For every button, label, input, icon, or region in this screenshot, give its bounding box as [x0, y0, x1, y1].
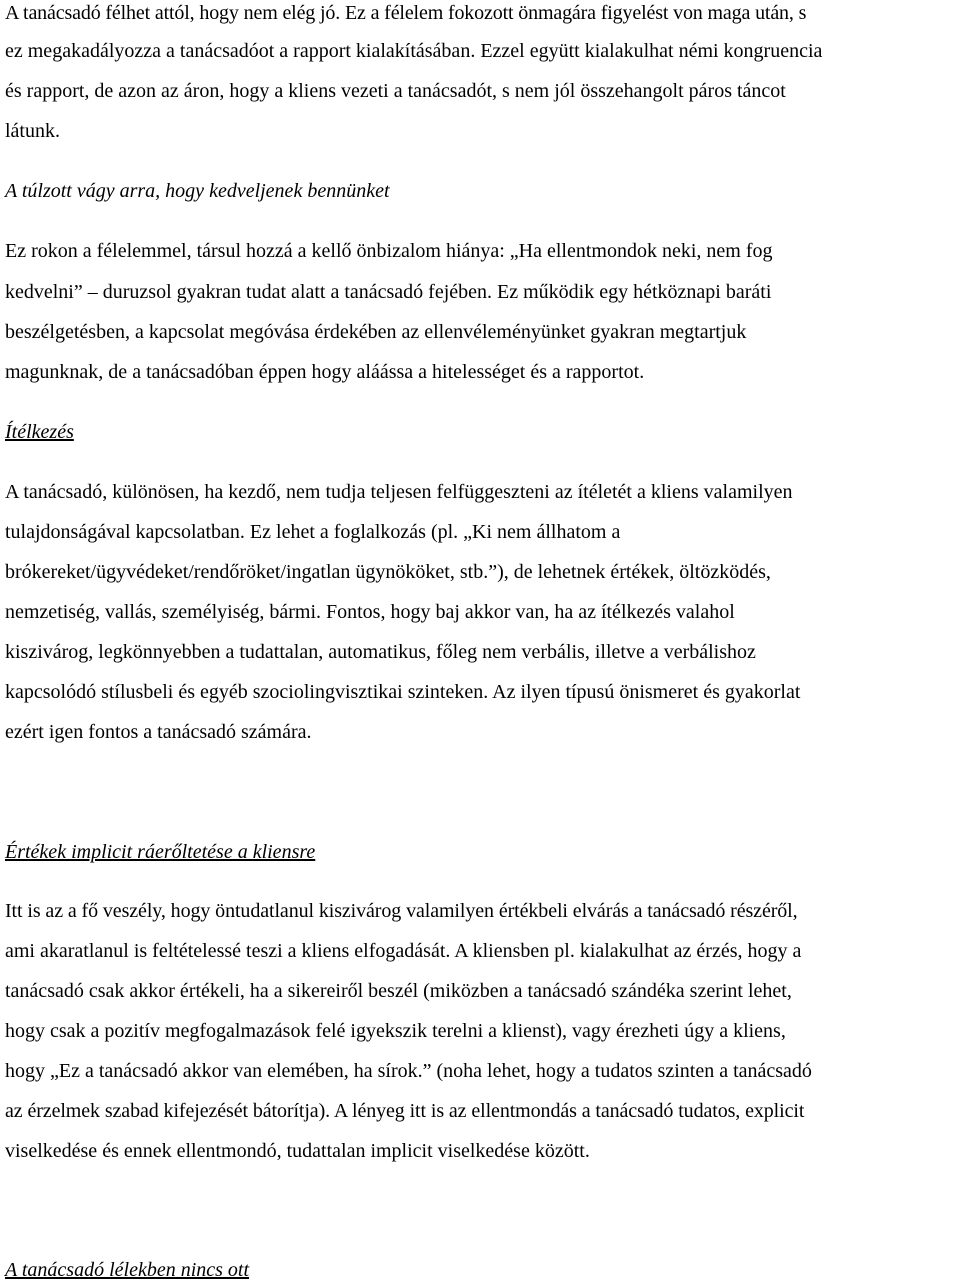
- paragraph-line: Ez rokon a félelemmel, társul hozzá a kellő önbizalom hiánya: „Ha ellentmondok neki, nem fog: [5, 240, 773, 262]
- paragraph-line: ez megakadályozza a tanácsadóot a rapport kialakításában. Ezzel együtt kialakulhat némi kongruencia: [5, 40, 823, 62]
- paragraph-line: nemzetiség, vallás, személyiség, bármi. Fontos, hogy baj akkor van, ha az ítélkezés valahol: [5, 601, 735, 623]
- paragraph-line: és rapport, de azon az áron, hogy a kliens vezeti a tanácsadót, s nem jól összehangolt páros táncot: [5, 80, 786, 102]
- section-heading: Ítélkezés: [5, 421, 74, 443]
- paragraph-line: az érzelmek szabad kifejezését bátorítja). A lényeg itt is az ellentmondás a tanácsadó tudatos, explicit: [5, 1100, 805, 1122]
- section-heading: A túlzott vágy arra, hogy kedveljenek bennünket: [5, 180, 390, 202]
- paragraph-line: ami akaratlanul is feltételessé teszi a kliens elfogadását. A kliensben pl. kialakulhat az érzés, hogy a: [5, 940, 802, 962]
- paragraph-line: beszélgetésben, a kapcsolat megóvása érdekében az ellenvéleményünket gyakran megtartjuk: [5, 321, 747, 343]
- paragraph-line: tanácsadó csak akkor értékeli, ha a sikereiről beszél (miközben a tanácsadó szándéka szerint lehet,: [5, 980, 792, 1002]
- section-heading: A tanácsadó lélekben nincs ott: [5, 1259, 250, 1281]
- paragraph-line: ezért igen fontos a tanácsadó számára.: [5, 721, 312, 743]
- paragraph-line: A tanácsadó, különösen, ha kezdő, nem tudja teljesen felfüggeszteni az ítéletét a kliens valamilyen: [5, 481, 793, 503]
- paragraph-line: brókereket/ügyvédeket/rendőröket/ingatlan ügynököket, stb.”), de lehetnek értékek, öltözködés,: [5, 561, 771, 583]
- paragraph-line: kiszivárog, legkönnyebben a tudattalan, automatikus, főleg nem verbális, illetve a verbálishoz: [5, 641, 756, 663]
- paragraph-line: hogy csak a pozitív megfogalmazások felé igyekszik terelni a klienst), vagy érezheti úgy a kliens,: [5, 1020, 786, 1042]
- paragraph-line: hogy „Ez a tanácsadó akkor van elemében, ha sírok.” (noha lehet, hogy a tudatos szinten a tanácsadó: [5, 1060, 812, 1082]
- paragraph-line: kapcsolódó stílusbeli és egyéb szociolingvisztikai szinteken. Az ilyen típusú önismeret és gyakorlat: [5, 681, 801, 703]
- paragraph-line: A tanácsadó félhet attól, hogy nem elég jó. Ez a félelem fokozott önmagára figyelést von maga után, s: [5, 2, 807, 24]
- paragraph-line: magunknak, de a tanácsadóban éppen hogy aláássa a hitelességet és a rapportot.: [5, 361, 645, 383]
- paragraph-line: viselkedése és ennek ellentmondó, tudattalan implicit viselkedése között.: [5, 1140, 590, 1162]
- paragraph-line: kedvelni” – duruzsol gyakran tudat alatt a tanácsadó fejében. Ez működik egy hétköznapi baráti: [5, 281, 772, 303]
- paragraph-line: tulajdonságával kapcsolatban. Ez lehet a foglalkozás (pl. „Ki nem állhatom a: [5, 521, 621, 543]
- paragraph-line: Itt is az a fő veszély, hogy öntudatlanul kiszivárog valamilyen értékbeli elvárás a tanácsadó részéről,: [5, 900, 798, 922]
- section-heading: Értékek implicit ráerőltetése a kliensre: [5, 841, 316, 863]
- paragraph-line: látunk.: [5, 120, 60, 142]
